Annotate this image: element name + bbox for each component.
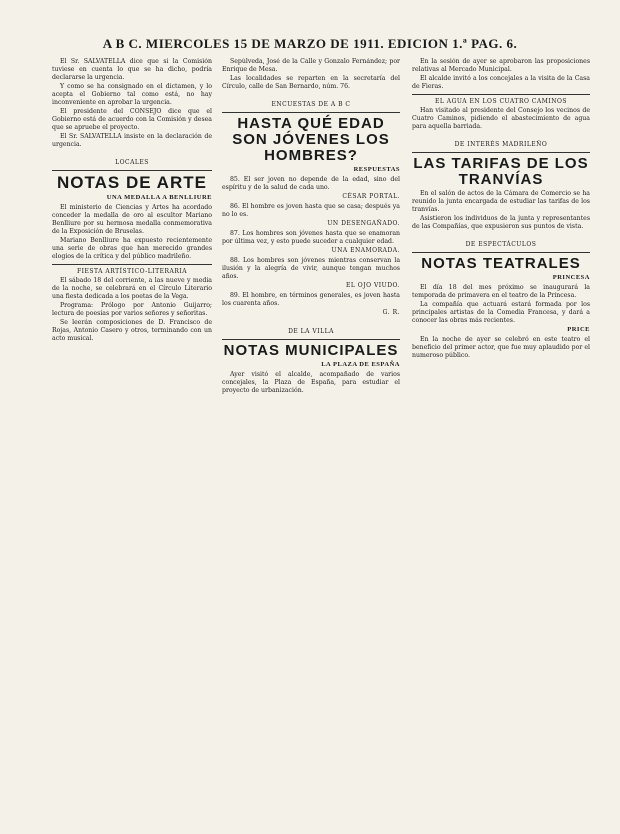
divider bbox=[222, 339, 400, 340]
paragraph: El día 18 del mes próximo se inaugurará la temporada de primavera en el teatro de la Princesa. bbox=[412, 284, 590, 299]
divider bbox=[412, 252, 590, 253]
paragraph: En la noche de ayer se celebró en este teatro el beneficio del primer actor, que fue muy aplaudido por el numeroso público. bbox=[412, 336, 590, 359]
article-heading: NOTAS TEATRALES bbox=[421, 255, 581, 272]
paragraph: En el salón de actos de la Cámara de Comercio se ha reunido la junta encargada de estudiar las tarifas de los tranvías. bbox=[412, 190, 590, 213]
article-subheading: PRICE bbox=[567, 326, 590, 333]
divider bbox=[412, 94, 590, 95]
paragraph: Y como se ha consignado en el dictamen, y lo acepta el Gobierno tal como está, no hay inconveniente en aprobar la urgencia. bbox=[52, 83, 212, 106]
answer-paragraph bbox=[222, 230, 400, 246]
paragraph: Han visitado al presidente del Consejo los vecinos de Cuatro Caminos, pidiendo el abastecimiento de agua para aquella barriada. bbox=[412, 107, 590, 130]
answer-number: 85. bbox=[230, 176, 240, 183]
section-tag: LOCALES bbox=[115, 159, 149, 166]
answer-number: 88. bbox=[230, 257, 240, 264]
answer-text: El hombre, en términos generales, es joven hasta los cuarenta años. bbox=[222, 292, 400, 307]
divider bbox=[52, 264, 212, 265]
signature: CÉSAR PORTAL. bbox=[342, 193, 400, 200]
divider bbox=[222, 112, 400, 113]
column-3 bbox=[412, 58, 590, 818]
section-tag: DE INTERÉS MADRILEÑO bbox=[454, 141, 548, 148]
divider bbox=[52, 170, 212, 171]
answer-text: El hombre es joven hasta que se casa; después ya no lo es. bbox=[222, 203, 400, 218]
paragraph: El sábado 18 del corriente, a las nueve y media de la noche, se celebrará en el Círculo Literario una fiesta dedicada a los poetas de la Vega. bbox=[52, 277, 212, 300]
article-heading: HASTA QUÉ EDAD SON JÓVENES LOS HOMBRES? bbox=[232, 115, 390, 164]
article-heading: NOTAS DE ARTE bbox=[57, 173, 207, 192]
answer-number: 86. bbox=[230, 203, 240, 210]
signature: EL OJO VIUDO. bbox=[346, 282, 400, 289]
paragraph: El Sr. SALVATELLA insiste en la declaración de urgencia. bbox=[52, 133, 212, 148]
section-tag: DE LA VILLA bbox=[288, 328, 334, 335]
paragraph: El alcalde invitó a los concejales a la visita de la Casa de Fieras. bbox=[412, 75, 590, 90]
article-subheading: LA PLAZA DE ESPAÑA bbox=[321, 361, 400, 368]
paragraph: En la sesión de ayer se aprobaron las proposiciones relativas al Mercado Municipal. bbox=[412, 58, 590, 73]
paragraph: Asistieron los individuos de la junta y representantes de las Compañías, que expusieron sus puntos de vista. bbox=[412, 215, 590, 230]
signature: UN DESENGAÑADO. bbox=[327, 220, 400, 227]
answer-text: Los hombres son jóvenes hasta que se enamoran por última vez, y esto puede suceder a cualquier edad. bbox=[222, 230, 400, 245]
column-2 bbox=[222, 58, 400, 818]
answer-paragraph bbox=[222, 203, 400, 219]
answer-paragraph bbox=[222, 292, 400, 308]
masthead: A B C. MIERCOLES 15 DE MARZO DE 1911. EDICION 1.ª PAG. 6. bbox=[102, 36, 518, 51]
paragraph: Mariano Benlliure ha expuesto recientemente una serie de obras que han merecido grandes elogios de la crítica y del público madrileño. bbox=[52, 237, 212, 260]
article-heading: NOTAS MUNICIPALES bbox=[223, 342, 399, 359]
signature: UNA ENAMORADA. bbox=[331, 247, 400, 254]
paragraph: El presidente del CONSEJO dice que el Gobierno está de acuerdo con la Comisión y desea que se apruebe el proyecto. bbox=[52, 108, 212, 131]
article-subheading: UNA MEDALLA A BENLLIURE bbox=[106, 194, 212, 201]
paragraph: Ayer visitó el alcalde, acompañado de varios concejales, la Plaza de España, para estudiar el proyecto de urbanización. bbox=[222, 371, 400, 394]
answer-paragraph bbox=[222, 176, 400, 192]
paragraph: Se leerán composiciones de D. Francisco de Rojas, Antonio Casero y otros, terminando con un acto musical. bbox=[52, 319, 212, 342]
answer-number: 87. bbox=[230, 230, 240, 237]
article-subheading: RESPUESTAS bbox=[353, 166, 400, 173]
signature: G. R. bbox=[382, 309, 400, 316]
paragraph: Sepúlveda, José de la Calle y Gonzalo Fernández; por Enrique de Mesa. bbox=[222, 58, 400, 73]
article-subheading: PRINCESA bbox=[552, 274, 590, 281]
answer-text: El ser joven no depende de la edad, sino del espíritu y de la salud de cada uno. bbox=[222, 176, 400, 191]
paragraph: Programa: Prólogo por Antonio Guijarro; lectura de poesías por varios señores y señoritas. bbox=[52, 302, 212, 317]
divider bbox=[412, 152, 590, 153]
answer-number: 89. bbox=[230, 292, 240, 299]
section-tag: ENCUESTAS DE A B C bbox=[271, 101, 351, 108]
section-tag: DE ESPECTÁCULOS bbox=[465, 241, 537, 248]
article-heading: LAS TARIFAS DE LOS TRANVÍAS bbox=[413, 155, 589, 188]
section-tag: EL AGUA EN LOS CUATRO CAMINOS bbox=[435, 98, 567, 105]
paragraph: El ministerio de Ciencias y Artes ha acordado conceder la medalla de oro al escultor Mariano Benlliure por su hermosa medalla conmemorativa de la Exposición de Bruselas. bbox=[52, 204, 212, 235]
column-1 bbox=[52, 58, 212, 818]
answer-text: Los hombres son jóvenes mientras conservan la ilusión y la alegría de vivir, aunque tengan muchos años. bbox=[222, 257, 400, 280]
paragraph: La compañía que actuará estará formada por los principales artistas de la Comedia Francesa, y dará a conocer las obras más recientes. bbox=[412, 301, 590, 324]
answer-paragraph bbox=[222, 257, 400, 281]
paragraph: El Sr. SALVATELLA dice que si la Comisión tuviese en cuenta lo que se ha dicho, podría declararse la urgencia. bbox=[52, 58, 212, 81]
section-tag: FIESTA ARTÍSTICO-LITERARIA bbox=[76, 268, 188, 275]
paragraph: Las localidades se reparten en la secretaría del Círculo, calle de San Bernardo, núm. 76. bbox=[222, 75, 400, 90]
